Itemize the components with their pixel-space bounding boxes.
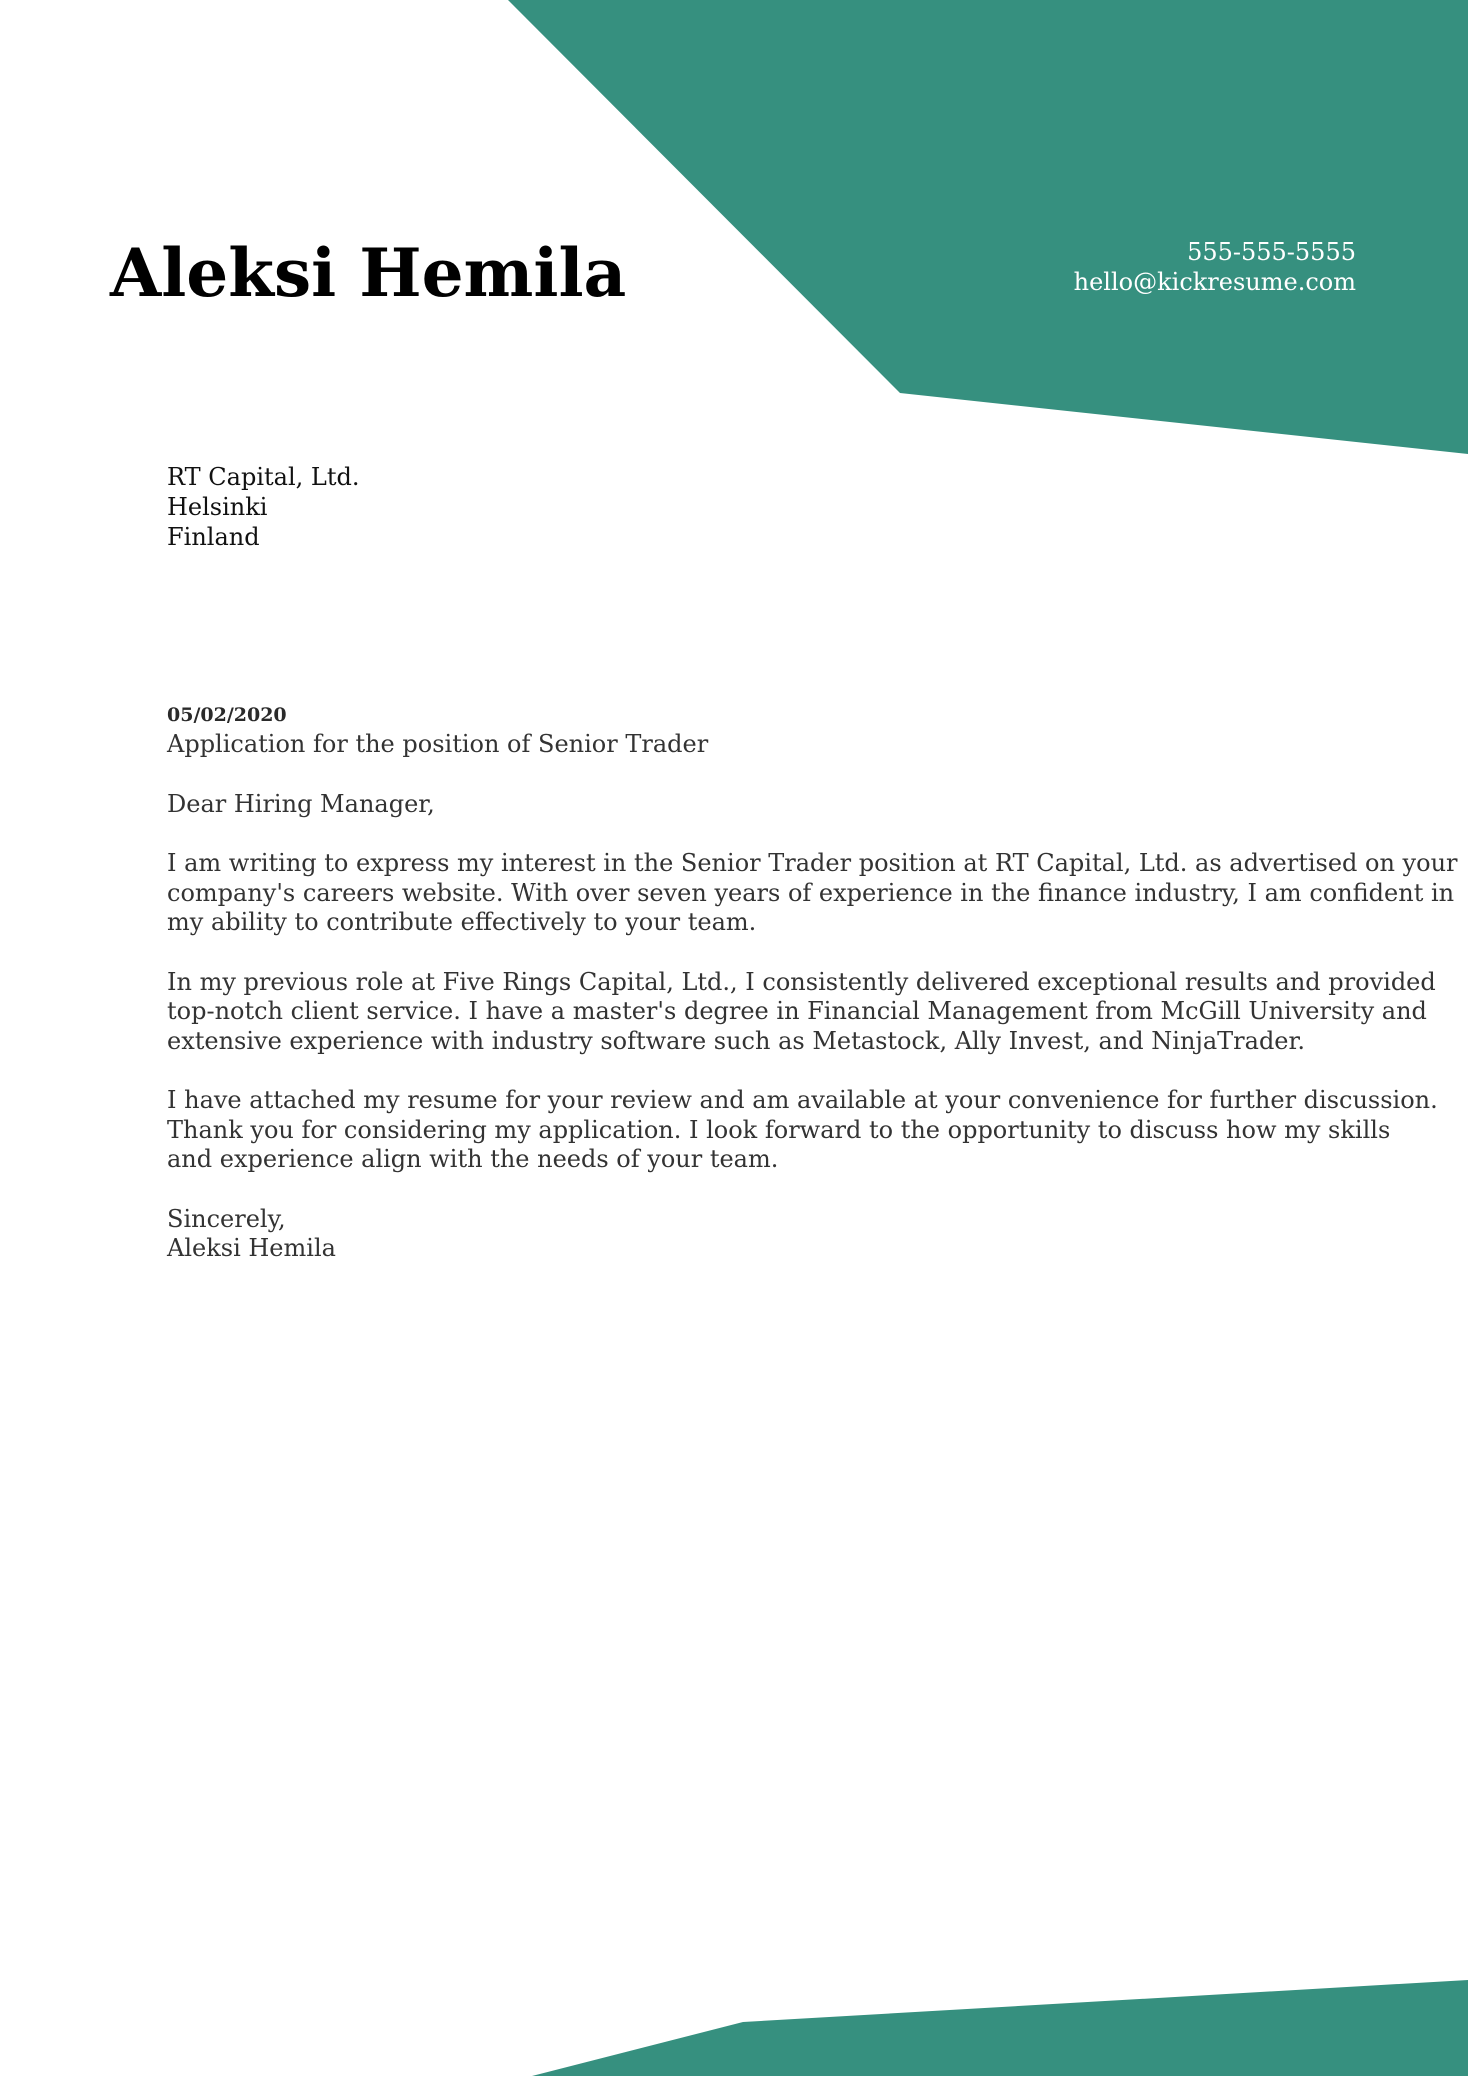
email-address: hello@kickresume.com xyxy=(1073,268,1356,296)
letter-date: 05/02/2020 xyxy=(167,704,287,726)
letter-subject: Application for the position of Senior Trader xyxy=(167,730,709,758)
paragraph-line: I have attached my resume for your review and am available at your convenience for further discussion. xyxy=(167,1086,1438,1114)
paragraph-1 xyxy=(167,849,1458,938)
contact-info xyxy=(936,237,1356,297)
letter-salutation: Dear Hiring Manager, xyxy=(167,789,435,818)
paragraph-line: I am writing to express my interest in the Senior Trader position at RT Capital, Ltd. as advertised on your xyxy=(167,849,1458,877)
recipient-address xyxy=(167,462,359,552)
letter-closing xyxy=(167,1205,1367,1264)
closing-phrase: Sincerely, xyxy=(167,1204,286,1233)
paragraph-line: top-notch client service. I have a master's degree in Financial Management from McGill University and xyxy=(167,997,1427,1025)
signature-name: Aleksi Hemila xyxy=(167,1234,336,1262)
applicant-name: Aleksi Hemila xyxy=(110,234,627,312)
recipient-country: Finland xyxy=(167,523,260,551)
paragraph-line: and experience align with the needs of your team. xyxy=(167,1145,779,1173)
paragraph-line: In my previous role at Five Rings Capital, Ltd., I consistently delivered exceptional results and provided xyxy=(167,967,1436,996)
letter-body xyxy=(167,700,1458,1264)
recipient-company: RT Capital, Ltd. xyxy=(167,463,360,491)
paragraph-line: my ability to contribute effectively to your team. xyxy=(167,908,757,936)
paragraph-line: company's careers website. With over seven years of experience in the finance industry, I am confident in xyxy=(167,878,1455,907)
header-accent-shape xyxy=(508,0,1468,454)
paragraph-2 xyxy=(167,967,1436,1057)
paragraph-3 xyxy=(167,1086,1438,1175)
paragraph-line: extensive experience with industry software such as Metastock, Ally Invest, and NinjaTrader. xyxy=(167,1026,1305,1055)
footer-accent-shape xyxy=(532,1980,1468,2076)
paragraph-line: Thank you for considering my application. I look forward to the opportunity to discuss how my skills xyxy=(167,1115,1391,1144)
phone-number: 555-555-5555 xyxy=(1187,238,1356,266)
recipient-city: Helsinki xyxy=(167,493,268,521)
